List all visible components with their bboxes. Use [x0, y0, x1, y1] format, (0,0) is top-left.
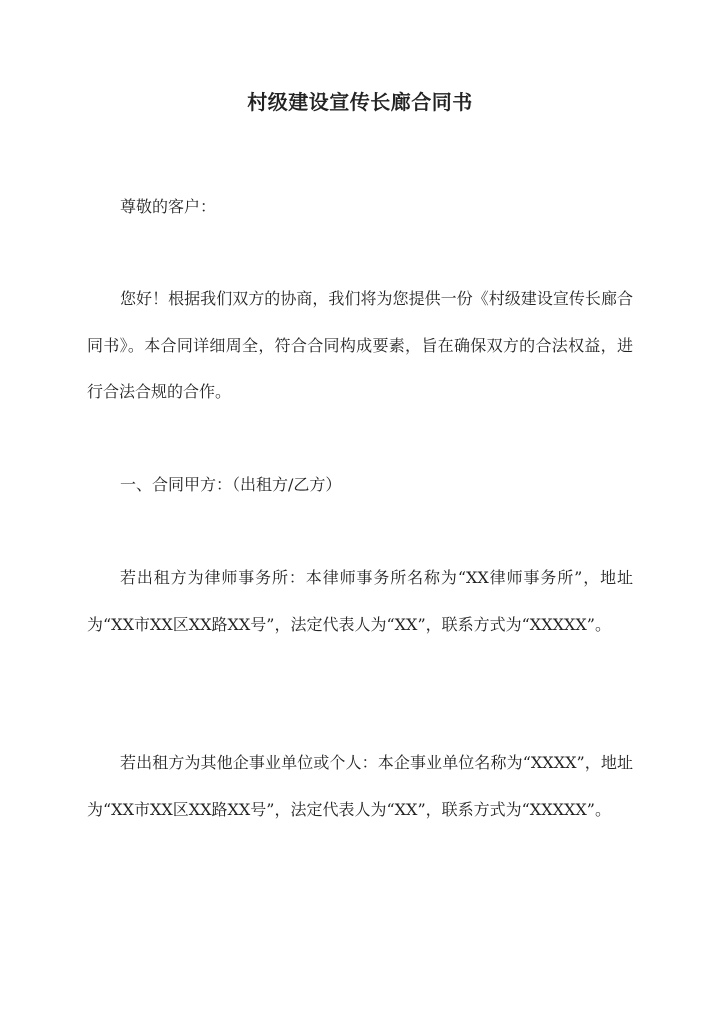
section-one-heading: 一、合同甲方：（出租方/乙方）	[120, 475, 342, 494]
intro-paragraph: 您好！根据我们双方的协商，我们将为您提供一份《村级建设宣传长廊合同书》。本合同详细周全，符合合同构成要素，旨在确保双方的合法权益，进行合法合规的合作。	[87, 289, 633, 401]
other-entity-paragraph: 若出租方为其他企事业单位或个人：本企事业单位名称为“XXXX”，地址为“XX市XX区XX路XX号”，法定代表人为“XX”，联系方式为“XXXXX”。	[87, 753, 633, 819]
greeting-paragraph: 尊敬的客户：	[120, 197, 217, 216]
law-firm-paragraph: 若出租方为律师事务所：本律师事务所名称为“XX律师事务所”，地址为“XX市XX区XX路XX号”，法定代表人为“XX”，联系方式为“XXXXX”。	[87, 568, 633, 634]
document-title: 村级建设宣传长廊合同书	[247, 90, 473, 114]
